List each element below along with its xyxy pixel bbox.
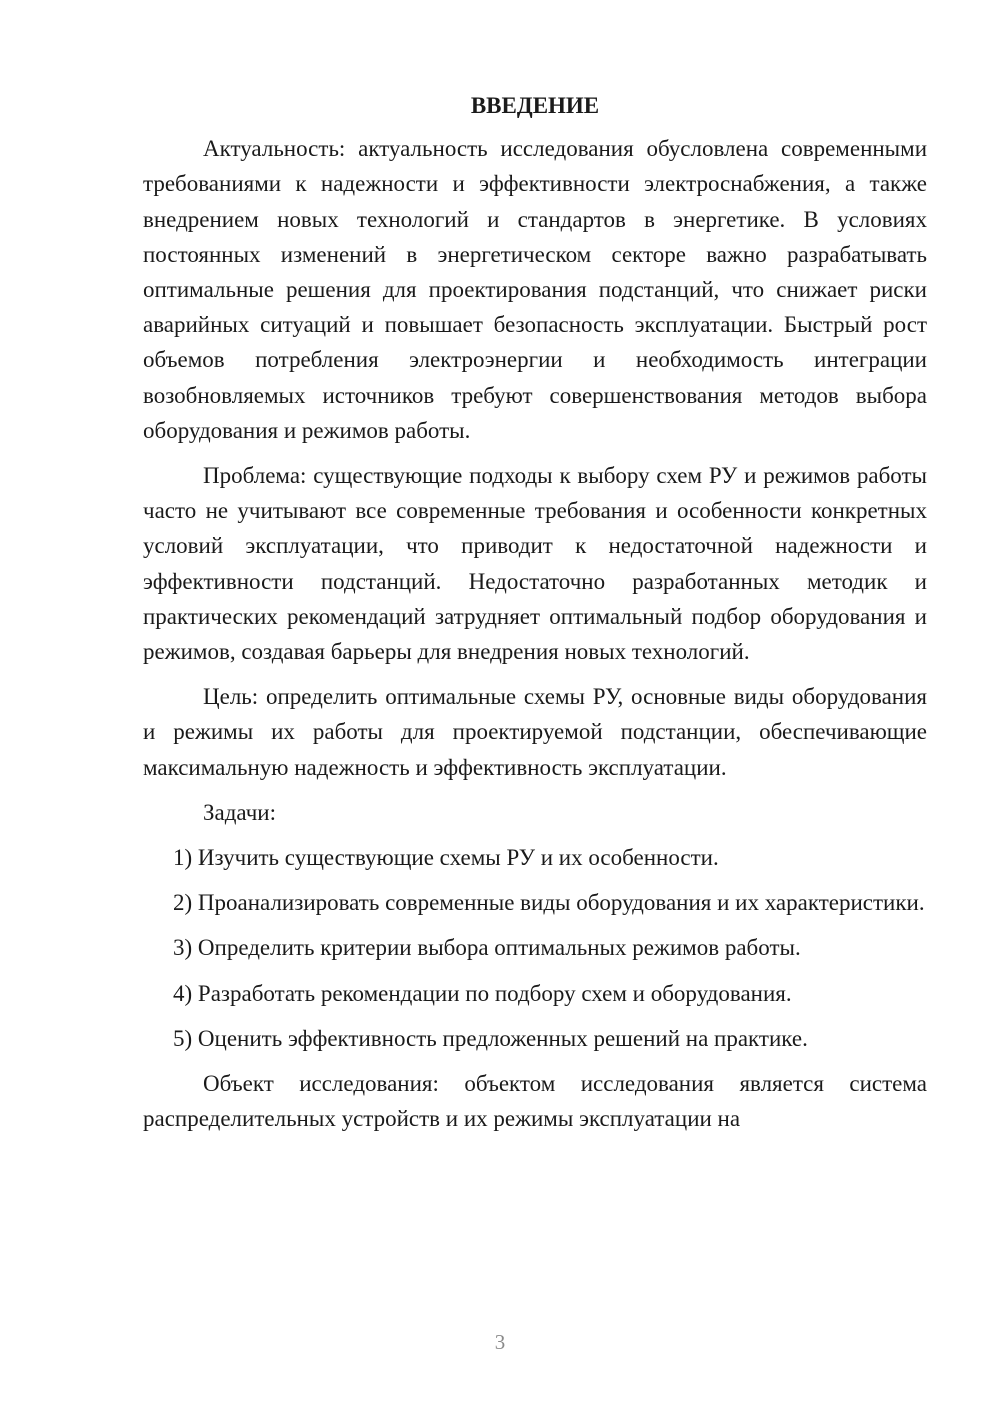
paragraph-research-object: Объект исследования: объектом исследования является система распределительных устройств и их режимы эксплуатации на: [143, 1071, 927, 1132]
task-item: 2) Проанализировать современные виды оборудования и их характеристики.: [173, 890, 925, 916]
paragraph-tasks-label: Задачи:: [203, 799, 276, 825]
task-item: 3) Определить критерии выбора оптимальных режимов работы.: [173, 935, 801, 961]
task-item: 1) Изучить существующие схемы РУ и их особенности.: [173, 845, 719, 871]
page-content: [143, 88, 927, 1146]
paragraph-relevance: Актуальность: актуальность исследования обусловлена современными требованиями к надежности и эффективности электроснабжения, а также внедрением новых технологий и стандартов в энергетике. В условиях постоянных изменений в энергетическом секторе важно разрабатывать оптимальные решения для проектирования подстанций, что снижает риски аварийных ситуаций и повышает безопасность эксплуатации. Быстрый рост объемов потребления электроэнергии и необходимость интеграции возобновляемых источников требуют совершенствования методов выбора оборудования и режимов работы.: [143, 136, 927, 443]
task-item: 4) Разработать рекомендации по подбору схем и оборудования.: [173, 980, 792, 1006]
paragraph-problem: Проблема: существующие подходы к выбору схем РУ и режимов работы часто не учитывают все современные требования и особенности конкретных условий эксплуатации, что приводит к недостаточной надежности и эффективности подстанций. Недостаточно разработанных методик и практических рекомендаций затрудняет оптимальный подбор оборудования и режимов, создавая барьеры для внедрения новых технологий.: [143, 463, 927, 665]
task-item: 5) Оценить эффективность предложенных решений на практике.: [173, 1025, 808, 1051]
page-number: 3: [494, 1330, 506, 1354]
page-heading: ВВЕДЕНИЕ: [470, 93, 600, 118]
paragraph-goal: Цель: определить оптимальные схемы РУ, основные виды оборудования и режимы их работы для проектируемой подстанции, обеспечивающие максимальную надежность и эффективность эксплуатации.: [143, 684, 927, 780]
